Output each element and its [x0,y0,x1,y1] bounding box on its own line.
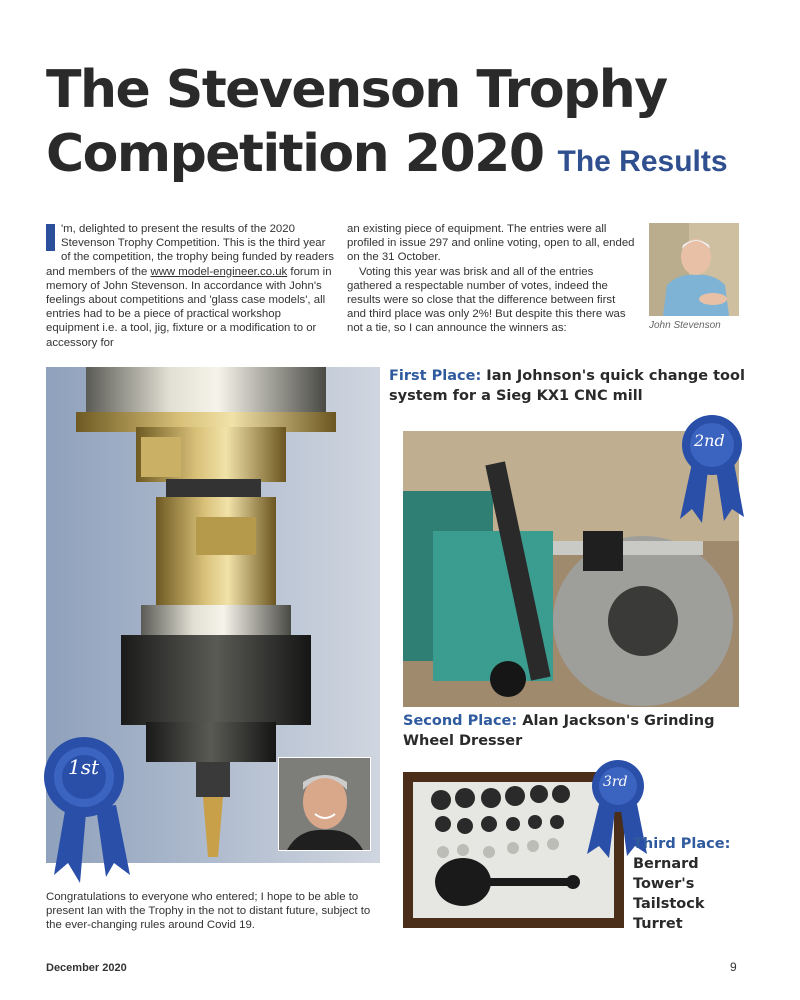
third-place-heading [633,834,773,934]
third-place-line-2: Tower's [633,876,695,892]
rosette-2nd-label: 2nd [694,431,725,450]
drop-cap [46,224,55,251]
page-title [46,58,766,194]
ian-johnson-photo [278,757,371,851]
title-subtitle: The Results [557,145,728,178]
third-place-line-4: Turret [633,916,683,932]
rosette-3rd-label: 3rd [603,774,628,790]
intro-lead: 'm, delighted to present the results of the 2020 Stevenson Trophy Competition. This is the third year of the competition, the trophy being funded by readers and members of the [46,223,334,278]
third-place-label: Third Place: [633,836,731,852]
john-stevenson-photo [649,223,739,316]
second-place-text: Alan Jackson's Grinding Wheel Dresser [403,713,715,749]
second-place-rosette [672,413,752,523]
intro-col2-paragraph-2: Voting this year was brisk and all of the entries gathered a respectable number of votes, indeed the results were so close that the difference between first and third place was only 2%! But despite this there was not a tie, so I can announce the winners as: [347,265,626,335]
forum-link[interactable]: www model-engineer.co.uk [150,265,288,278]
second-place-label: Second Place: [403,713,518,729]
intro-col2-paragraph-1: an existing piece of equipment. The entries were all profiled in issue 297 and online voting, open to all, ended on the 31 October. [347,223,635,264]
third-place-line-3: Tailstock [633,896,705,912]
intro-column-2 [347,222,637,336]
rosette-1st-label: 1st [68,755,100,779]
first-place-label: First Place: [389,368,482,384]
title-line-2: Competition 2020 [46,124,544,184]
first-place-text: Ian Johnson's quick change tool system for a Sieg KX1 CNC mill [389,368,745,404]
intro-col1-rest: forum in memory of John Stevenson. In accordance with John's feelings about competitions and 'glass case models', all entries had to be a piece of practical workshop equipment i.e. a tool, jig, fixture or a modification to or accessory for [46,265,332,349]
first-place-heading [389,366,749,406]
photo-caption: John Stevenson [649,320,721,331]
third-place-line-1: Bernard [633,856,699,872]
second-place-heading [403,711,763,751]
first-place-rosette [34,735,134,885]
rosette-icon [672,413,752,523]
congratulations-text: Congratulations to everyone who entered; I hope to be able to present Ian with the Trophy in the not to distant future, subject to the ever-changing rules around Covid 19. [46,891,371,932]
footer-date: December 2020 [46,962,127,974]
intro-column-1 [46,222,336,350]
title-line-1: The Stevenson Trophy [46,60,667,120]
page-number: 9 [730,960,737,974]
